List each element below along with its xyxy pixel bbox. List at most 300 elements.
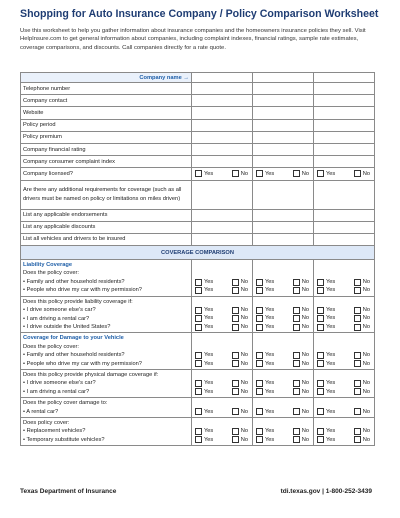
yes-label: Yes [204,408,214,415]
question-item: • People who drive my car with my permission? [23,360,189,368]
no-checkbox[interactable] [293,352,300,359]
company-2-entry-cell[interactable] [253,95,314,107]
company-2-entry-cell[interactable] [253,83,314,95]
yes-label: Yes [204,388,214,395]
company-1-entry-cell[interactable] [192,156,253,168]
question-item: • Temporary substitute vehicles? [23,436,189,444]
no-label: No [240,408,248,415]
no-checkbox[interactable] [293,388,300,395]
no-option[interactable] [354,286,370,294]
company-2-entry-cell[interactable] [253,143,314,155]
company-name-label: Company name → [21,73,192,83]
no-option[interactable] [293,427,309,435]
no-option[interactable] [232,408,248,416]
row-label: Policy premium [21,131,192,143]
company-3-entry-cell[interactable] [314,83,375,95]
yes-label: Yes [326,278,336,285]
no-option[interactable] [232,323,248,331]
yes-no-group [192,351,252,359]
no-label: No [240,323,248,330]
yes-checkbox[interactable] [195,436,202,443]
no-checkbox[interactable] [232,388,239,395]
yes-option[interactable] [195,314,213,322]
no-checkbox[interactable] [354,170,361,177]
company-1-entry-cell[interactable] [192,143,253,155]
company-1-entry-cell[interactable] [192,131,253,143]
company-1-entry-cell[interactable] [192,221,253,233]
question-text: Does this policy provide liability coverage if: [23,298,133,305]
yes-option[interactable] [195,286,213,294]
yes-label: Yes [326,408,336,415]
no-option[interactable] [232,278,248,286]
no-option[interactable] [232,314,248,322]
yes-option[interactable] [195,436,213,444]
yes-checkbox[interactable] [317,428,324,435]
yes-option[interactable] [195,360,213,368]
question-item: • Family and other household residents? [23,351,189,359]
company-1-entry-cell[interactable] [192,107,253,119]
yes-checkbox[interactable] [195,324,202,331]
no-option[interactable] [354,323,370,331]
no-label: No [301,170,309,177]
yes-label: Yes [326,428,336,435]
no-option[interactable] [293,436,309,444]
yes-checkbox[interactable] [195,380,202,387]
yes-option[interactable] [195,351,213,359]
yes-option[interactable] [317,360,335,368]
yes-no-group [253,379,313,387]
footer-contact: tdi.texas.gov | 1-800-252-3439 [280,488,372,495]
yes-no-group [314,278,374,286]
yes-option[interactable] [317,306,335,314]
company-3-entry-cell[interactable] [314,221,375,233]
yes-checkbox[interactable] [256,315,263,322]
section-title: Liability Coverage [23,262,72,269]
company-3-entry-cell[interactable] [314,233,375,245]
no-label: No [362,428,370,435]
yes-no-group [192,408,252,416]
company-1-entry-cell[interactable] [192,233,253,245]
yes-no-group [192,170,252,177]
yes-label: Yes [265,278,275,285]
no-label: No [362,170,370,177]
no-label: No [240,360,248,367]
no-option[interactable] [232,351,248,359]
no-option[interactable] [354,379,370,387]
company-2-entry-cell[interactable] [253,131,314,143]
no-checkbox[interactable] [354,388,361,395]
page-title: Shopping for Auto Insurance Company / Policy Comparison Worksheet [20,8,379,20]
yes-checkbox[interactable] [195,428,202,435]
no-checkbox[interactable] [354,324,361,331]
no-checkbox[interactable] [354,307,361,314]
no-label: No [301,323,309,330]
no-option[interactable] [293,286,309,294]
no-checkbox[interactable] [232,307,239,314]
yes-option[interactable] [317,278,335,286]
footer-organization: Texas Department of Insurance [20,488,117,495]
yes-option[interactable] [256,360,274,368]
yes-no-group [314,427,374,435]
company-3-entry-cell[interactable] [314,73,375,83]
no-label: No [362,360,370,367]
yes-label: Yes [326,323,336,330]
question-cell [21,260,192,297]
company-3-answers [314,369,375,397]
no-checkbox[interactable] [293,360,300,367]
no-label: No [240,388,248,395]
no-label: No [301,436,309,443]
no-option[interactable] [354,314,370,322]
no-checkbox[interactable] [232,436,239,443]
no-checkbox[interactable] [354,315,361,322]
spacer [192,371,252,379]
yes-checkbox[interactable] [256,279,263,286]
yes-checkbox[interactable] [317,388,324,395]
yes-option[interactable] [317,170,335,177]
no-checkbox[interactable] [354,360,361,367]
question-cell [21,369,192,397]
coverage-comparison-heading: COVERAGE COMPARISON [21,246,375,260]
no-option[interactable] [232,379,248,387]
no-option[interactable] [293,408,309,416]
no-label: No [362,436,370,443]
yes-option[interactable] [256,436,274,444]
no-checkbox[interactable] [293,279,300,286]
yes-checkbox[interactable] [317,360,324,367]
yes-option[interactable] [256,408,274,416]
no-checkbox[interactable] [354,279,361,286]
no-checkbox[interactable] [354,436,361,443]
yes-option[interactable] [195,388,213,396]
yes-no-group [253,323,313,331]
yes-option[interactable] [256,278,274,286]
yes-checkbox[interactable] [317,307,324,314]
no-checkbox[interactable] [232,170,239,177]
company-3-entry-cell[interactable] [314,209,375,221]
no-option[interactable] [354,388,370,396]
yes-option[interactable] [317,351,335,359]
question-text: Does policy cover: [23,419,70,426]
no-option[interactable] [232,427,248,435]
no-option[interactable] [354,278,370,286]
company-3-entry-cell[interactable] [314,107,375,119]
no-option[interactable] [293,379,309,387]
no-label: No [301,307,309,314]
no-option[interactable] [354,306,370,314]
yes-no-group [253,170,313,177]
yes-option[interactable] [317,379,335,387]
no-label: No [240,428,248,435]
company-2-answers [253,369,314,397]
yes-label: Yes [265,428,275,435]
yes-label: Yes [265,352,275,359]
yes-label: Yes [204,428,214,435]
section-title: Coverage for Damage to your Vehicle [23,335,124,342]
no-option[interactable] [293,388,309,396]
yes-checkbox[interactable] [317,352,324,359]
no-checkbox[interactable] [232,428,239,435]
yes-option[interactable] [195,306,213,314]
no-option[interactable] [354,408,370,416]
yes-no-cell [253,168,314,180]
yes-checkbox[interactable] [317,408,324,415]
question-text: Does the policy cover: [23,343,79,350]
no-checkbox[interactable] [354,428,361,435]
company-name-row [21,73,375,83]
yes-checkbox[interactable] [256,388,263,395]
no-checkbox[interactable] [232,324,239,331]
yes-checkbox[interactable] [195,307,202,314]
yes-checkbox[interactable] [256,287,263,294]
no-option[interactable] [354,170,370,177]
no-option[interactable] [232,170,248,177]
question-text: Does this policy provide physical damage coverage if: [23,371,159,378]
company-2-entry-cell[interactable] [253,107,314,119]
yes-checkbox[interactable] [256,436,263,443]
no-option[interactable] [293,314,309,322]
company-2-entry-cell[interactable] [253,233,314,245]
yes-option[interactable] [256,314,274,322]
question-cell [21,417,192,445]
yes-option[interactable] [195,323,213,331]
yes-no-group [314,360,374,368]
yes-option[interactable] [317,286,335,294]
company-2-answers [253,260,314,297]
company-2-entry-cell[interactable] [253,156,314,168]
yes-checkbox[interactable] [317,380,324,387]
no-checkbox[interactable] [232,352,239,359]
yes-checkbox[interactable] [256,360,263,367]
yes-label: Yes [326,360,336,367]
yes-option[interactable] [256,170,274,177]
no-option[interactable] [354,360,370,368]
no-label: No [301,388,309,395]
yes-label: Yes [326,352,336,359]
list-row [21,209,375,221]
yes-option[interactable] [256,286,274,294]
question-cell [21,296,192,333]
yes-checkbox[interactable] [195,408,202,415]
yes-checkbox[interactable] [195,388,202,395]
question-item: • I am driving a rental car? [23,315,189,323]
no-label: No [240,380,248,387]
no-option[interactable] [293,351,309,359]
no-label: No [301,278,309,285]
yes-option[interactable] [317,323,335,331]
no-checkbox[interactable] [354,287,361,294]
yes-label: Yes [204,380,214,387]
yes-checkbox[interactable] [256,170,263,177]
no-option[interactable] [232,388,248,396]
yes-label: Yes [204,287,214,294]
no-checkbox[interactable] [232,408,239,415]
coverage-band-row [21,246,375,260]
info-row [21,143,375,155]
no-option[interactable] [232,436,248,444]
spacer [253,334,313,342]
no-option[interactable] [232,306,248,314]
yes-option[interactable] [256,379,274,387]
company-2-entry-cell[interactable] [253,209,314,221]
no-label: No [301,380,309,387]
yes-no-group [253,360,313,368]
yes-checkbox[interactable] [195,287,202,294]
no-option[interactable] [232,286,248,294]
company-2-entry-cell[interactable] [253,180,314,209]
no-option[interactable] [293,360,309,368]
yes-option[interactable] [317,314,335,322]
no-checkbox[interactable] [232,315,239,322]
no-checkbox[interactable] [293,324,300,331]
row-label: Company financial rating [21,143,192,155]
no-checkbox[interactable] [293,428,300,435]
yes-label: Yes [204,436,214,443]
list-row [21,233,375,245]
question-item: • I drive outside the United States? [23,323,189,331]
spacer [192,269,252,277]
yes-checkbox[interactable] [317,324,324,331]
no-label: No [301,352,309,359]
yes-no-group [253,351,313,359]
yes-checkbox[interactable] [195,315,202,322]
no-option[interactable] [293,306,309,314]
yes-checkbox[interactable] [256,408,263,415]
company-3-entry-cell[interactable] [314,180,375,209]
question-group [21,369,375,397]
no-option[interactable] [354,427,370,435]
spacer [314,371,374,379]
no-option[interactable] [354,436,370,444]
question-group [21,333,375,370]
question-item: • I drive someone else's car? [23,306,189,314]
yes-checkbox[interactable] [256,307,263,314]
no-checkbox[interactable] [293,170,300,177]
yes-option[interactable] [195,379,213,387]
no-option[interactable] [232,360,248,368]
company-2-entry-cell[interactable] [253,73,314,83]
yes-option[interactable] [256,306,274,314]
no-option[interactable] [354,351,370,359]
company-1-entry-cell[interactable] [192,83,253,95]
no-checkbox[interactable] [293,436,300,443]
question-item: • Family and other household residents? [23,278,189,286]
company-3-entry-cell[interactable] [314,95,375,107]
no-checkbox[interactable] [293,408,300,415]
yes-no-group [253,436,313,444]
no-checkbox[interactable] [232,360,239,367]
yes-checkbox[interactable] [317,436,324,443]
no-option[interactable] [293,170,309,177]
no-checkbox[interactable] [354,408,361,415]
row-label: Company contact [21,95,192,107]
yes-checkbox[interactable] [195,170,202,177]
yes-label: Yes [265,388,275,395]
no-checkbox[interactable] [293,287,300,294]
yes-checkbox[interactable] [317,315,324,322]
company-2-entry-cell[interactable] [253,221,314,233]
company-2-answers [253,333,314,370]
yes-no-group [192,306,252,314]
yes-checkbox[interactable] [317,287,324,294]
yes-no-group [192,323,252,331]
company-2-answers [253,398,314,418]
no-checkbox[interactable] [293,307,300,314]
yes-option[interactable] [256,388,274,396]
company-1-answers [192,398,253,418]
company-1-entry-cell[interactable] [192,119,253,131]
no-option[interactable] [293,323,309,331]
no-checkbox[interactable] [293,315,300,322]
yes-label: Yes [204,360,214,367]
yes-checkbox[interactable] [195,360,202,367]
yes-option[interactable] [195,278,213,286]
yes-option[interactable] [195,170,213,177]
yes-option[interactable] [256,427,274,435]
yes-checkbox[interactable] [256,380,263,387]
company-3-entry-cell[interactable] [314,156,375,168]
yes-option[interactable] [317,427,335,435]
spacer [253,261,313,269]
yes-checkbox[interactable] [317,170,324,177]
no-checkbox[interactable] [232,279,239,286]
no-checkbox[interactable] [354,352,361,359]
no-label: No [362,278,370,285]
yes-option[interactable] [195,427,213,435]
yes-checkbox[interactable] [256,352,263,359]
yes-option[interactable] [256,351,274,359]
yes-checkbox[interactable] [195,279,202,286]
company-1-entry-cell[interactable] [192,95,253,107]
no-label: No [240,170,248,177]
info-row [21,107,375,119]
yes-option[interactable] [256,323,274,331]
company-3-entry-cell[interactable] [314,131,375,143]
yes-checkbox[interactable] [195,352,202,359]
yes-option[interactable] [317,436,335,444]
company-1-entry-cell[interactable] [192,180,253,209]
company-3-entry-cell[interactable] [314,143,375,155]
yes-checkbox[interactable] [256,324,263,331]
yes-no-group [192,360,252,368]
company-1-entry-cell[interactable] [192,73,253,83]
yes-label: Yes [204,352,214,359]
yes-label: Yes [265,360,275,367]
yes-option[interactable] [317,388,335,396]
no-label: No [362,287,370,294]
yes-no-group [192,427,252,435]
yes-checkbox[interactable] [317,279,324,286]
spacer [314,269,374,277]
no-checkbox[interactable] [293,380,300,387]
yes-label: Yes [204,278,214,285]
list-row [21,221,375,233]
row-label: Telephone number [21,83,192,95]
no-option[interactable] [293,278,309,286]
yes-checkbox[interactable] [256,428,263,435]
no-checkbox[interactable] [354,380,361,387]
no-checkbox[interactable] [232,287,239,294]
yes-label: Yes [265,315,275,322]
no-checkbox[interactable] [232,380,239,387]
yes-option[interactable] [317,408,335,416]
company-3-entry-cell[interactable] [314,119,375,131]
yes-option[interactable] [195,408,213,416]
no-label: No [240,352,248,359]
company-1-entry-cell[interactable] [192,209,253,221]
company-2-entry-cell[interactable] [253,119,314,131]
no-label: No [301,360,309,367]
